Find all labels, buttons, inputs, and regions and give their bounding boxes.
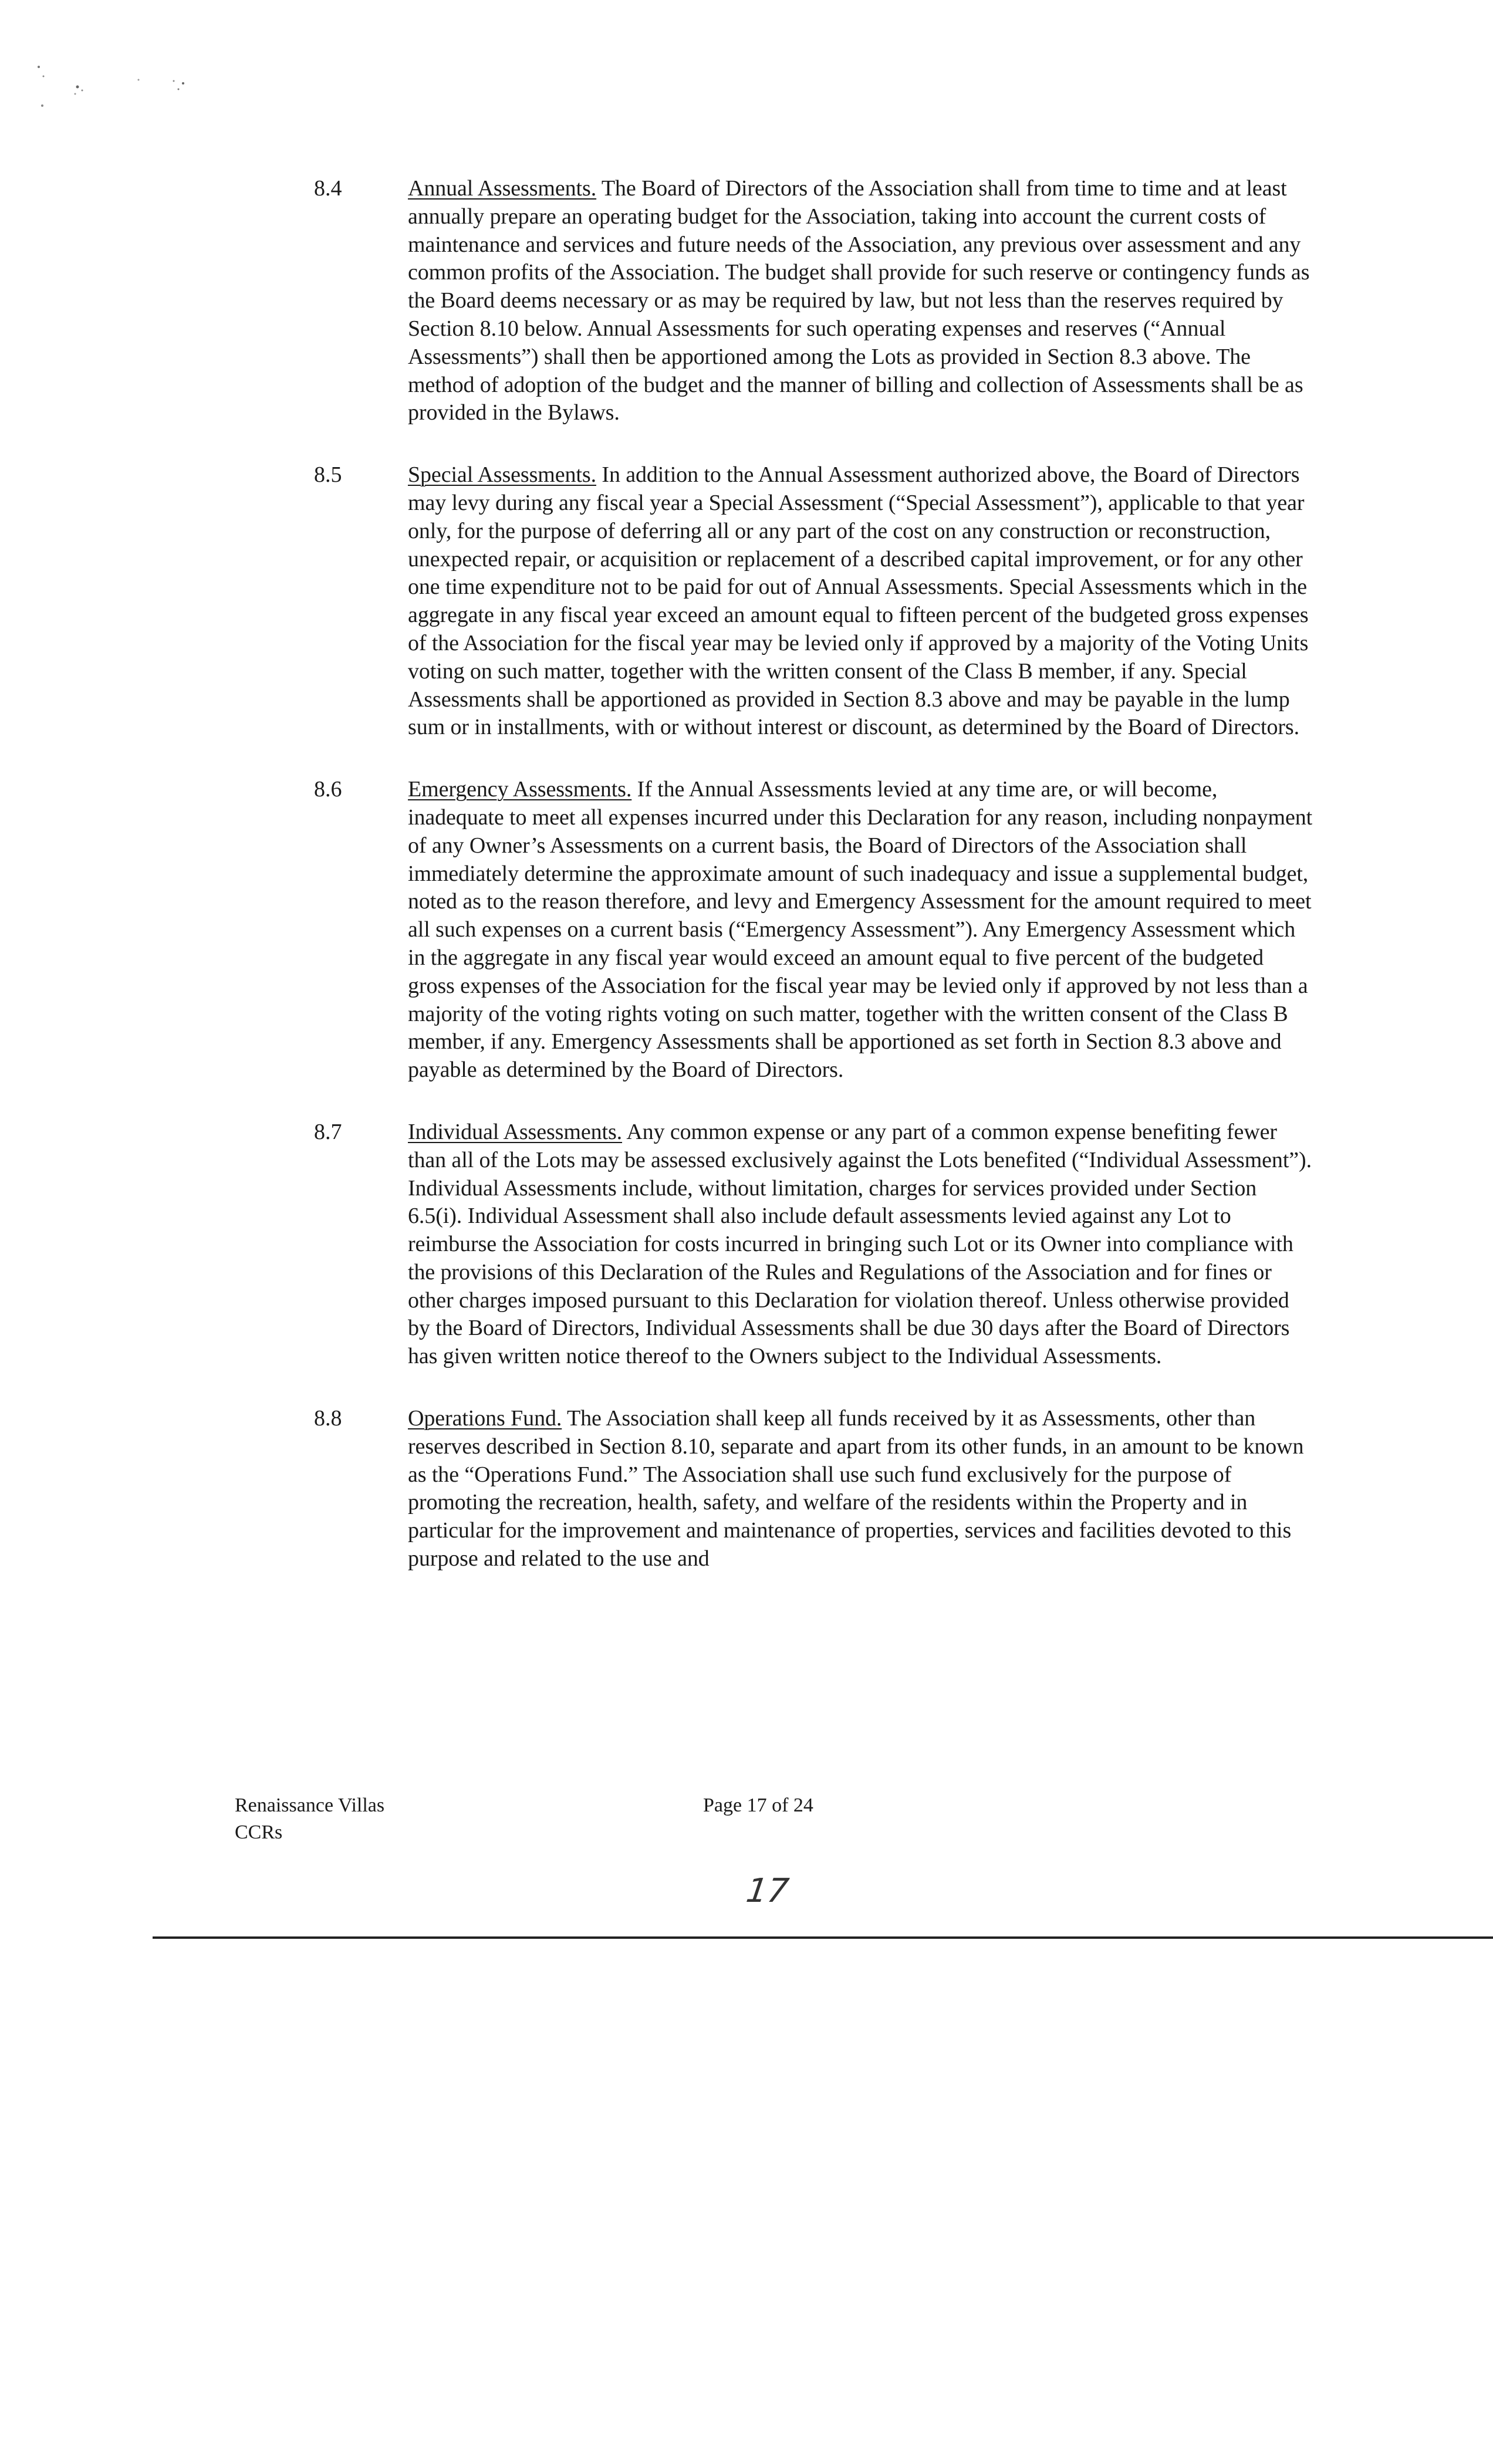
section-text: Any common expense or any part of a common expense benefiting fewer than all of the Lots may be assessed exclusively against the Lots benefited (“Individual Assessment”). Individual Assessments include, without limitation, charges for services provided under Section 6.5(i). Individual Assessment shall also include default assessments levied against any Lot to reimburse the Association for costs incurred in bringing such Lot or its Owner into compliance with the provisions of this Declaration of the Rules and Regulations of the Association and for fines or other charges imposed pursuant to this Declaration for violation thereof. Unless otherwise provided by the Board of Directors, Individual Assessments shall be due 30 days after the Board of Directors has given written notice thereof to the Owners subject to the Individual Assessments.	[408, 1119, 1312, 1369]
section-text: The Association shall keep all funds received by it as Assessments, other than reserves described in Section 8.10, separate and apart from its other funds, in an amount to be known as the “Operations Fund.” The Association shall use such fund exclusively for the purpose of promoting the recreation, health, safety, and welfare of the residents within the Property and in particular for the improvement and maintenance of properties, services and facilities devoted to this purpose and related to the use and	[408, 1406, 1304, 1571]
section-text: The Board of Directors of the Association shall from time to time and at least annually prepare an operating budget for the Association, taking into account the current costs of maintenance and services and future needs of the Association, any previous over assessment and any common profits of the Association. The budget shall provide for such reserve or contingency funds as the Board deems necessary or as may be required by law, but not less than the reserves required by Section 8.10 below. Annual Assessments for such operating expenses and reserves (“Annual Assessments”) shall then be apportioned among the Lots as provided in Section 8.3 above. The method of adoption of the budget and the manner of billing and collection of Assessments shall be as provided in the Bylaws.	[408, 176, 1310, 425]
scan-specks	[35, 59, 211, 129]
section-number: 8.6	[314, 777, 342, 802]
section-paragraph	[408, 1405, 1315, 1573]
section-8-5	[314, 461, 1315, 742]
section-paragraph	[408, 461, 1315, 742]
scan-edge-line	[153, 1936, 1493, 1939]
section-8-6	[314, 776, 1315, 1084]
section-number: 8.7	[314, 1119, 342, 1144]
footer-doc-name-line1: Renaissance Villas	[235, 1794, 385, 1816]
section-text: If the Annual Assessments levied at any time are, or will become, inadequate to meet all expenses incurred under this Declaration for any reason, including nonpayment of any Owner’s Assessments on a current basis, the Board of Directors of the Association shall immediately determine the approximate amount of such inadequacy and issue a supplemental budget, noted as to the reason therefore, and levy and Emergency Assessment for the amount required to meet all such expenses on a current basis (“Emergency Assessment”). Any Emergency Assessment which in the aggregate in any fiscal year would exceed an amount equal to five percent of the budgeted gross expenses of the Association for the fiscal year may be levied only if approved by not less than a majority of the voting rights voting on such matter, together with the written consent of the Class B member, if any. Emergency Assessments shall be apportioned as set forth in Section 8.3 above and payable as determined by the Board of Directors.	[408, 777, 1313, 1083]
section-8-4	[314, 175, 1315, 427]
footer-doc-name-line2: CCRs	[235, 1821, 283, 1843]
document-body	[314, 175, 1315, 1607]
section-8-8	[314, 1405, 1315, 1573]
section-title: Emergency Assessments.	[408, 777, 632, 802]
section-number: 8.5	[314, 462, 342, 488]
section-number: 8.4	[314, 176, 342, 201]
section-title: Annual Assessments.	[408, 176, 597, 201]
section-paragraph	[408, 776, 1315, 1084]
section-title: Special Assessments.	[408, 462, 596, 488]
footer-page-number: Page 17 of 24	[703, 1794, 813, 1816]
section-title: Individual Assessments.	[408, 1119, 623, 1144]
section-paragraph	[408, 1118, 1315, 1371]
section-text: In addition to the Annual Assessment authorized above, the Board of Directors may levy during any fiscal year a Special Assessment (“Special Assessment”), applicable to that year only, for the purpose of deferring all or any part of the cost on any construction or reconstruction, unexpected repair, or acquisition or replacement of a described capital improvement, or for any other one time expenditure not to be paid for out of Annual Assessments. Special Assessments which in the aggregate in any fiscal year exceed an amount equal to fifteen percent of the budgeted gross expenses of the Association for the fiscal year may be levied only if approved by a majority of the Voting Units voting on such matter, together with the written consent of the Class B member, if any. Special Assessments shall be apportioned as provided in Section 8.3 above and may be payable in the lump sum or in installments, with or without interest or discount, as determined by the Board of Directors.	[408, 462, 1309, 740]
section-paragraph	[408, 175, 1315, 427]
section-8-7	[314, 1118, 1315, 1371]
section-title: Operations Fund.	[408, 1406, 562, 1431]
footer-document-name	[235, 1792, 384, 1846]
handwritten-page-number: 17	[744, 1872, 791, 1910]
section-number: 8.8	[314, 1406, 342, 1431]
